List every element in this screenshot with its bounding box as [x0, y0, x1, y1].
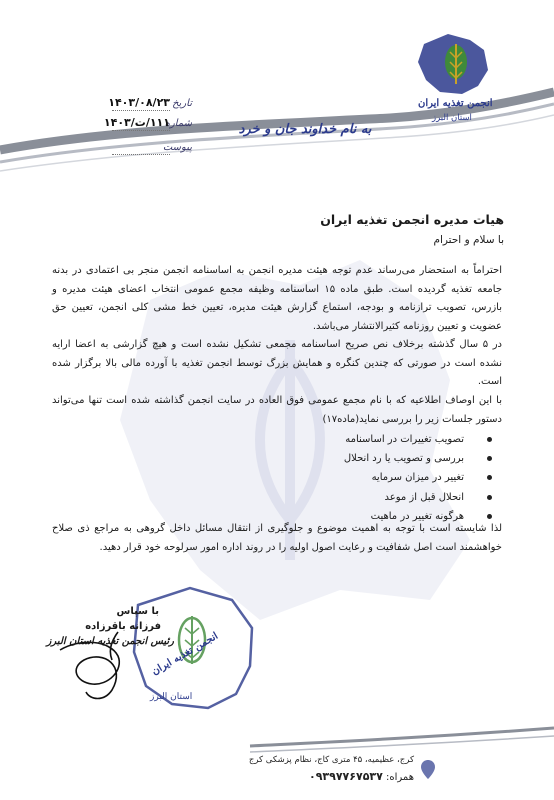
logo-branch: استان البرز	[432, 113, 472, 123]
logo-name: انجمن تغذیه ایران	[418, 98, 493, 109]
closing: با سپاس	[116, 606, 159, 617]
footer-phone	[309, 770, 414, 783]
agenda-list	[222, 430, 502, 526]
stamp-name: انجمن تغذیه ایران	[150, 630, 221, 678]
recipient: هیات مدیره انجمن تغذیه ایران	[320, 212, 504, 227]
date-label: تاریخ	[172, 98, 192, 109]
paragraph-1: احتراماً به استحضار می‌رساند عدم توجه هیئت مدیره انجمن به اساسنامه انجمن منجر بی اعتمادی در بدنه جامعه تغذیه گردیده است. طبق ماده ۱۵ اساسنامه وظیفه مجمع عمومی انتخاب اعضای هیئت مدیره و بازرس، تصویب ترازنامه و بودجه، استماع گزارش هیئت مدیره، تعیین خط مشی کلی انجمن، تعیین حق عضویت و تعیین روزنامه کثیرالانتشار می‌باشد.	[52, 265, 502, 332]
signer-title: رئیس انجمن تغذیه استان البرز	[46, 636, 174, 647]
number-value: ۱۱۱/ت/۱۴۰۳	[103, 116, 170, 129]
list-item: انحلال قبل از موعد	[222, 488, 502, 507]
number-label: شماره	[164, 118, 192, 129]
number-row	[103, 116, 192, 132]
basmala: به نام خداوند جان و خرد	[238, 122, 372, 137]
bullet-icon	[487, 437, 492, 442]
footer-wave	[250, 728, 554, 752]
stamp-branch: استان البرز	[150, 692, 193, 702]
bullet-icon	[487, 514, 492, 519]
paragraph-3: با این اوصاف اطلاعیه که با نام مجمع عمومی فوق العاده در سایت انجمن گذاشته شده است تنها می‌تواند دستور جلسات زیر را بررسی نماید(ماده۱۷)	[52, 395, 502, 425]
footer-location-icon	[421, 760, 435, 779]
paragraph-2: در ۵ سال گذشته برخلاف نص صریح اساسنامه مجمعی تشکیل نشده است و هیچ گزارشی به اعضا ارایه نشده است در صورتی که چندین کنگره و همایش بزرگ توسط انجمن تغذیه با آورده مالی بالا برگزار شده است.	[52, 339, 502, 388]
attachment-label: پیوست	[162, 142, 192, 153]
list-item: تغییر در میزان سرمایه	[222, 468, 502, 487]
list-item: هرگونه تغییر در ماهیت	[222, 507, 502, 526]
bullet-icon	[487, 475, 492, 480]
footer-address: کرج، عظیمیه، ۴۵ متری کاج، نظام پزشکی کرج	[248, 755, 414, 765]
list-item: تصویب تغییرات در اساسنامه	[222, 430, 502, 449]
date-row	[108, 96, 192, 112]
phone-number: ۰۹۳۹۷۷۶۷۵۳۷	[308, 770, 383, 783]
paragraph-4: لذا شایسته است با توجه به اهمیت موضوع و جلوگیری از انتقال مسائل داخل گروهی به مراجع ذی صلاح خواهشمند است اصل شفافیت و رعایت اصول اولیه را در روند اداره امور سرلوحه خود قرار دهید.	[52, 523, 502, 553]
list-item: بررسی و تصویب یا رد انحلال	[222, 449, 502, 468]
bullet-icon	[487, 456, 492, 461]
greeting: با سلام و احترام	[433, 234, 504, 246]
attachment-row	[112, 142, 192, 156]
date-value: ۱۴۰۳/۰۸/۲۳	[108, 96, 170, 109]
phone-label: همراه:	[386, 772, 414, 783]
bullet-icon	[487, 495, 492, 500]
association-logo	[418, 34, 488, 94]
signer-name: فرزانه باقرزاده	[85, 621, 161, 632]
